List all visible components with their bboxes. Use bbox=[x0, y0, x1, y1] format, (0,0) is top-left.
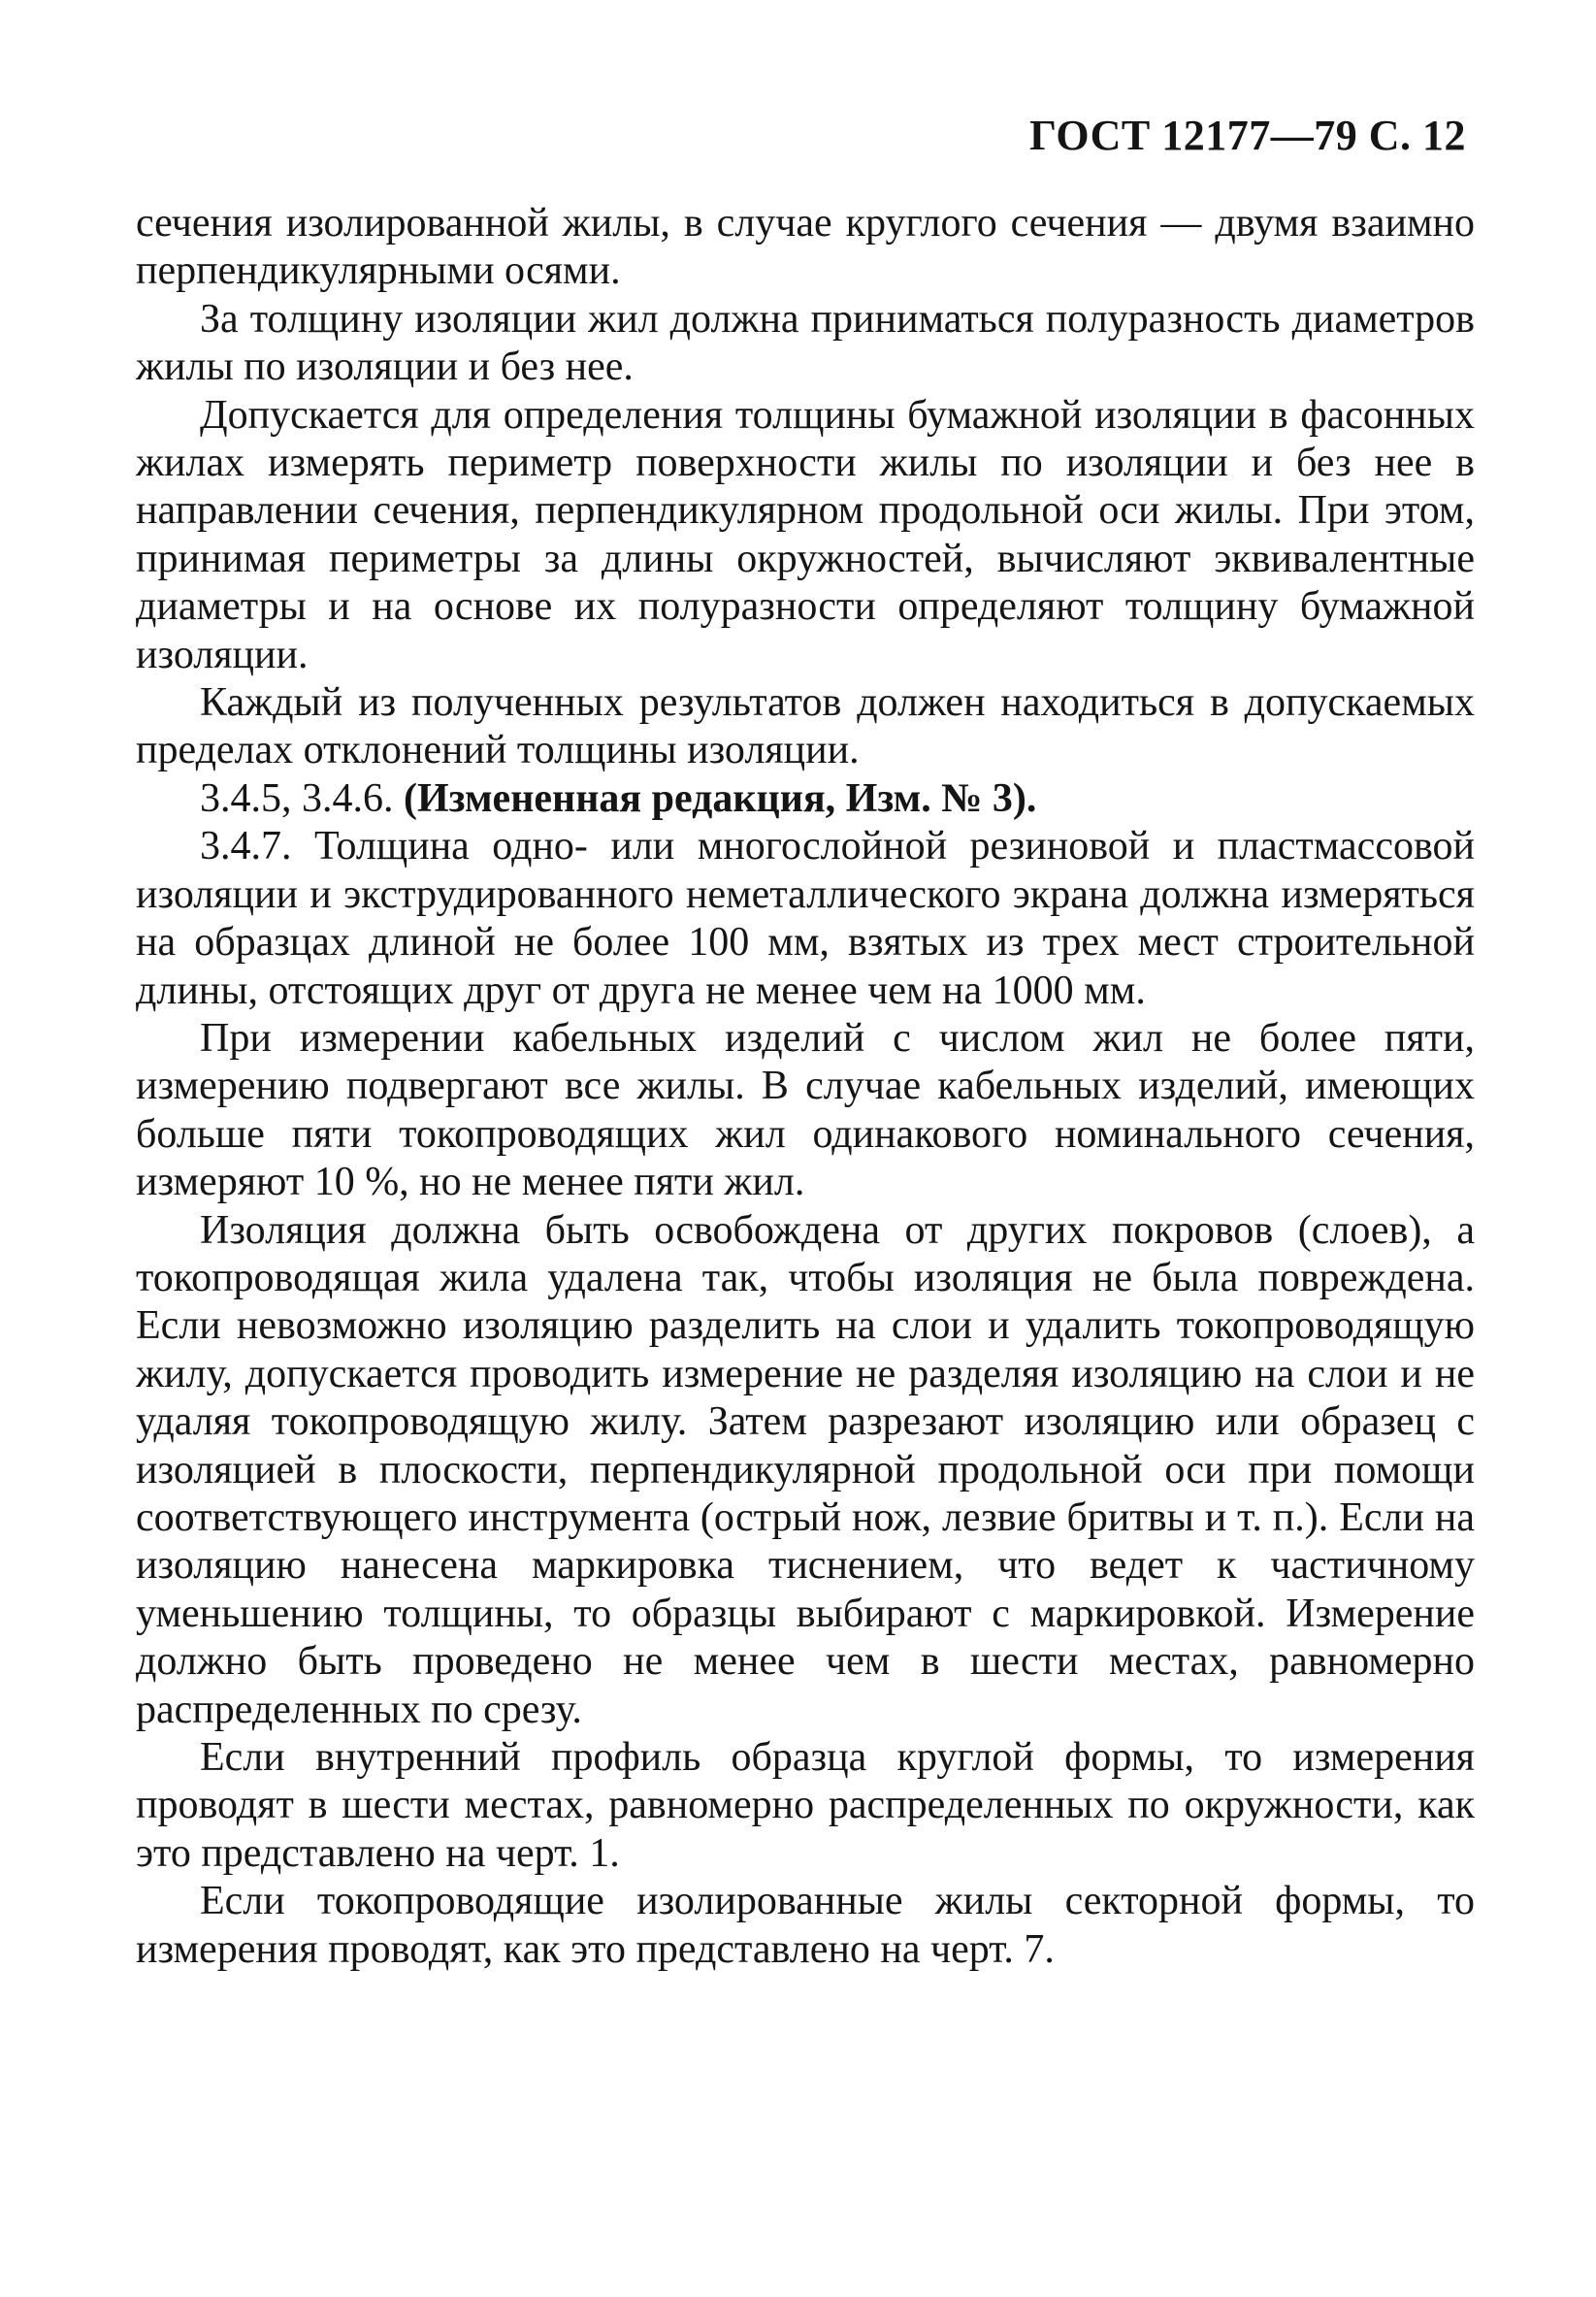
paragraph-sector-shape: Если токопроводящие изолированные жилы секторной формы, то измерения проводят, как это представлено на черт. 7. bbox=[136, 1879, 1475, 1972]
clause-numbers: 3.4.5, 3.4.6. bbox=[200, 775, 404, 821]
paragraph-clause-3-4-7: 3.4.7. Толщина одно- или многослойной резиновой и пластмассовой изоляции и экструдированного неметаллического экрана должна измеряться на образцах длиной не более 100 мм, взятых из трех мест строительной длины, отстоящих друг от друга не менее чем на 1000 мм. bbox=[136, 824, 1475, 1013]
paragraph-insulation-thickness: За толщину изоляции жил должна приниматься полуразность диаметров жилы по изоляции и без нее. bbox=[136, 296, 1475, 390]
paragraph-cable-cores: При измерении кабельных изделий с числом жил не более пяти, измерению подвергают все жилы. В случае кабельных изделий, имеющих больше пяти токопроводящих жил одинакового номинального сечения, измеряют 10 %, но не менее пяти жил. bbox=[136, 1015, 1475, 1205]
running-header: ГОСТ 12177—79 С. 12 bbox=[1028, 112, 1466, 159]
paragraph-round-profile: Если внутренний профиль образца круглой формы, то измерения проводят в шести местах, равномерно распределенных по окружности, как это представлено на черт. 1. bbox=[136, 1735, 1475, 1876]
paragraph-amendment bbox=[136, 775, 1475, 823]
paragraph-paper-insulation: Допускается для определения толщины бумажной изоляции в фасонных жилах измерять периметр поверхности жилы по изоляции и без нее в направлении сечения, перпендикулярном продольной оси жилы. При этом, принимая периметры за длины окружностей, вычисляют эквивалентные диаметры и на основе их полуразности определяют толщину бумажной изоляции. bbox=[136, 392, 1475, 677]
paragraph-results: Каждый из полученных результатов должен находиться в допускаемых пределах отклонений толщины изоляции. bbox=[136, 680, 1475, 773]
amendment-note: (Измененная редакция, Изм. № 3). bbox=[404, 775, 1037, 821]
paragraph-insulation-preparation: Изоляция должна быть освобождена от других покровов (слоев), а токопроводящая жила удалена так, чтобы изоляция не была повреждена. Если невозможно изоляцию разделить на слои и удалить токопроводящую жилу, допускается проводить измерение не разделяя изоляцию на слои и не удаляя токопроводящую жилу. Затем разрезают изоляцию или образец с изоляцией в плоскости, перпендикулярной продольной оси при помощи соответствующего инструмента (острый нож, лезвие бритвы и т. п.). Если на изоляцию нанесена маркировка тиснением, что ведет к частичному уменьшению толщины, то образцы выбирают с маркировкой. Измерение должно быть проведено не менее чем в шести местах, равномерно распределенных по срезу. bbox=[136, 1207, 1475, 1732]
document-body bbox=[136, 200, 1475, 1974]
paragraph-continuation: сечения изолированной жилы, в случае круглого сечения — двумя взаимно перпендикулярными осями. bbox=[136, 201, 1475, 294]
